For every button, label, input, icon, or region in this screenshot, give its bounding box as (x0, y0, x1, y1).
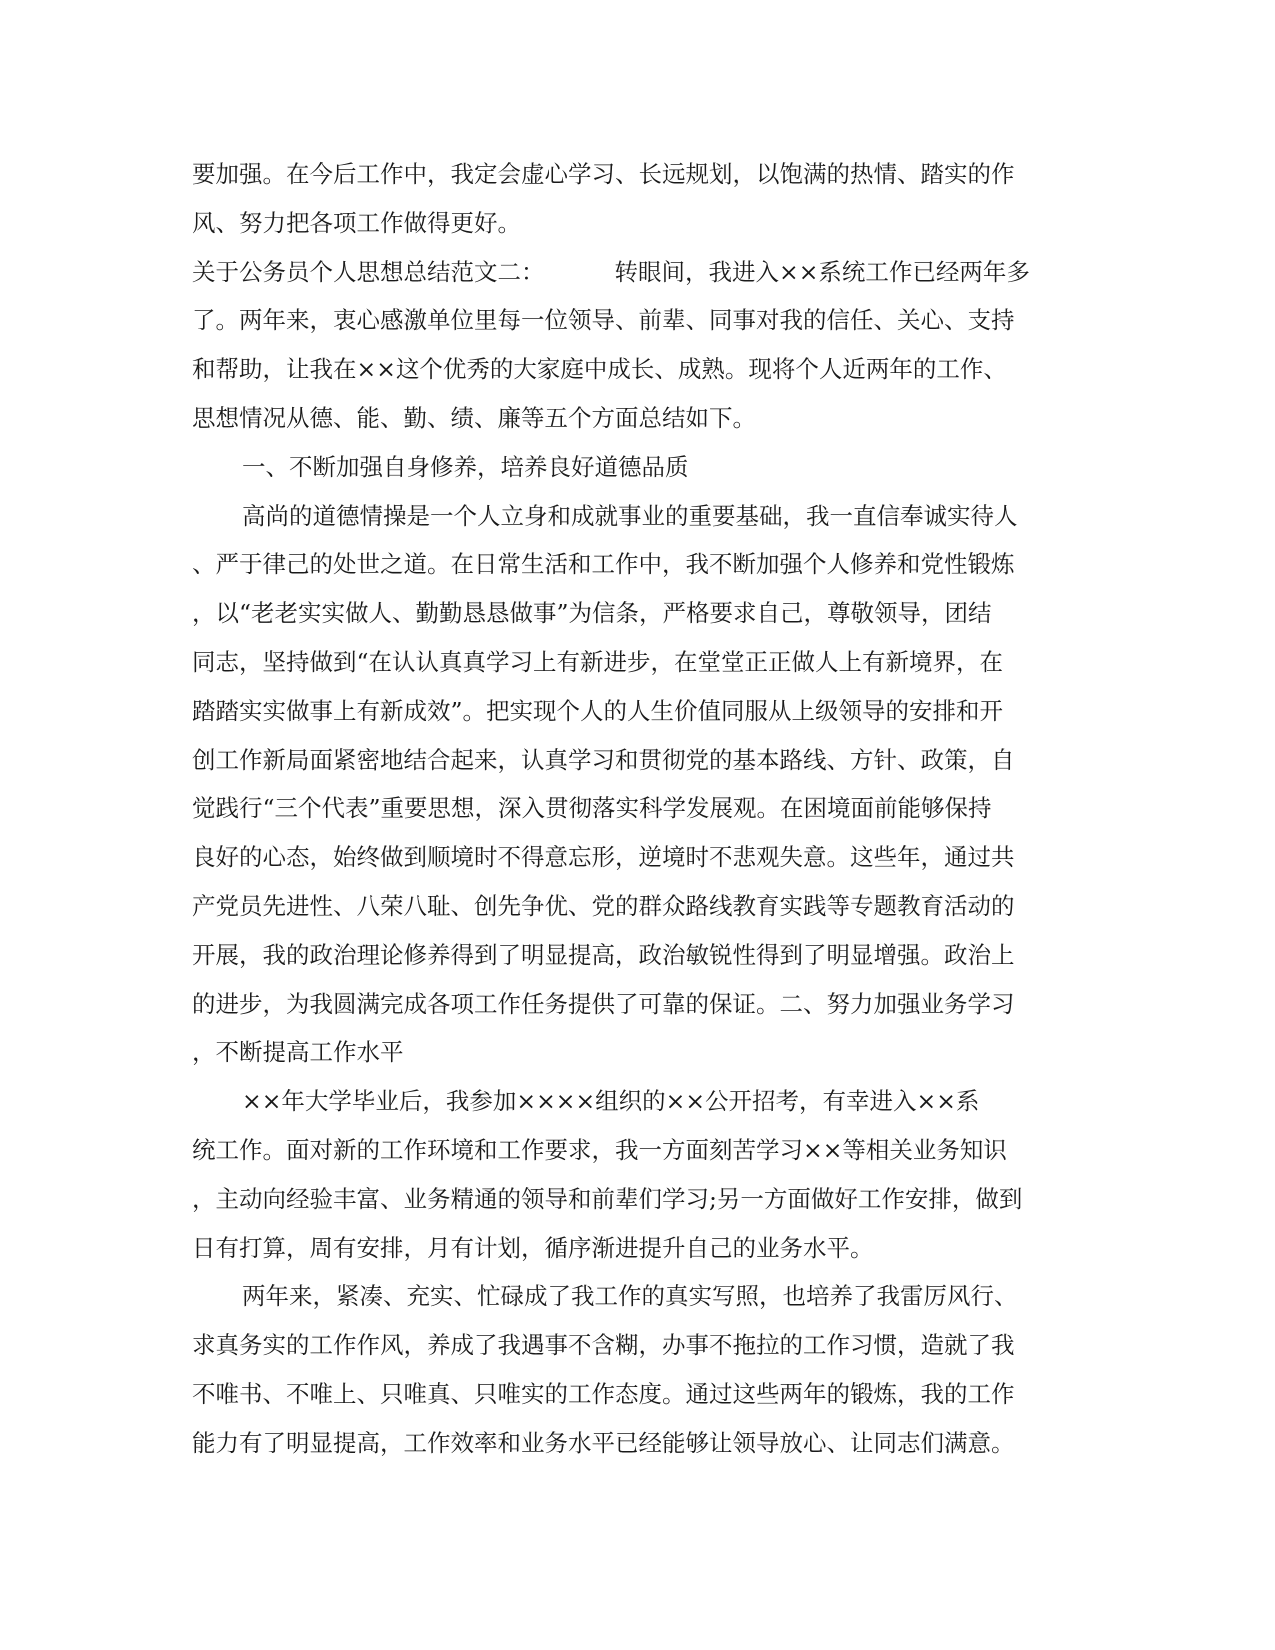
text-line: ，以“老老实实做人、勤勤恳恳做事”为信条，严格要求自己，尊敬领导，团结 (192, 599, 992, 628)
text-line: 了。两年来，衷心感激单位里每一位领导、前辈、同事对我的信任、关心、支持 (192, 306, 1015, 335)
text-run: 转眼间，我进入××系统工作已经两年多 (614, 257, 1030, 286)
text-line: 统工作。面对新的工作环境和工作要求，我一方面刻苦学习××等相关业务知识 (192, 1135, 1007, 1164)
text-line: 不唯书、不唯上、只唯真、只唯实的工作态度。通过这些两年的锻炼，我的工作 (192, 1379, 1015, 1408)
text-line: 、严于律己的处世之道。在日常生活和工作中，我不断加强个人修养和党性锻炼 (192, 550, 1015, 579)
text-line: 同志，坚持做到“在认认真真学习上有新进步，在堂堂正正做人上有新境界，在 (192, 647, 1004, 676)
text-line: 和帮助，让我在××这个优秀的大家庭中成长、成熟。现将个人近两年的工作、 (192, 355, 1007, 384)
text-line: 日有打算，周有安排，月有计划，循序渐进提升自己的业务水平。 (192, 1233, 874, 1262)
text-line: 能力有了明显提高，工作效率和业务水平已经能够让领导放心、让同志们满意。 (192, 1428, 1015, 1457)
subheading-line: 一、不断加强自身修养，培养良好道德品质 (242, 452, 689, 481)
document-page (192, 150, 1082, 1468)
text-line: 踏踏实实做事上有新成效”。把实现个人的人生价值同服从上级领导的安排和开 (192, 696, 1004, 725)
text-line: ，不断提高工作水平 (192, 1038, 404, 1067)
text-line: 创工作新局面紧密地结合起来，认真学习和贯彻党的基本路线、方针、政策，自 (192, 745, 1015, 774)
text-line: 求真务实的工作作风，养成了我遇事不含糊，办事不拖拉的工作习惯，造就了我 (192, 1331, 1015, 1360)
text-line: 两年来，紧凑、充实、忙碌成了我工作的真实写照，也培养了我雷厉风行、 (242, 1282, 1018, 1311)
text-line: 风、努力把各项工作做得更好。 (192, 208, 521, 237)
text-line: 良好的心态，始终做到顺境时不得意忘形，逆境时不悲观失意。这些年，通过共 (192, 843, 1015, 872)
text-line: 产党员先进性、八荣八耻、创先争优、党的群众路线教育实践等专题教育活动的 (192, 891, 1015, 920)
text-line: ，主动向经验丰富、业务精通的领导和前辈们学习;另一方面做好工作安排，做到 (192, 1184, 1023, 1213)
text-line: 的进步，为我圆满完成各项工作任务提供了可靠的保证。二、努力加强业务学习 (192, 989, 1015, 1018)
text-line: 高尚的道德情操是一个人立身和成就事业的重要基础，我一直信奉诚实待人 (242, 501, 1018, 530)
text-line: ××年大学毕业后，我参加××××组织的××公开招考，有幸进入××系 (242, 1087, 980, 1116)
text-line: 开展，我的政治理论修养得到了明显提高，政治敏锐性得到了明显增强。政治上 (192, 940, 1015, 969)
text-line: 思想情况从德、能、勤、绩、廉等五个方面总结如下。 (192, 403, 756, 432)
section-title: 关于公务员个人思想总结范文二： (192, 257, 545, 286)
text-line: 觉践行“三个代表”重要思想，深入贯彻落实科学发展观。在困境面前能够保持 (192, 794, 992, 823)
text-line: 要加强。在今后工作中，我定会虚心学习、长远规划，以饱满的热情、踏实的作 (192, 160, 1015, 188)
section-heading-line (192, 248, 1082, 297)
